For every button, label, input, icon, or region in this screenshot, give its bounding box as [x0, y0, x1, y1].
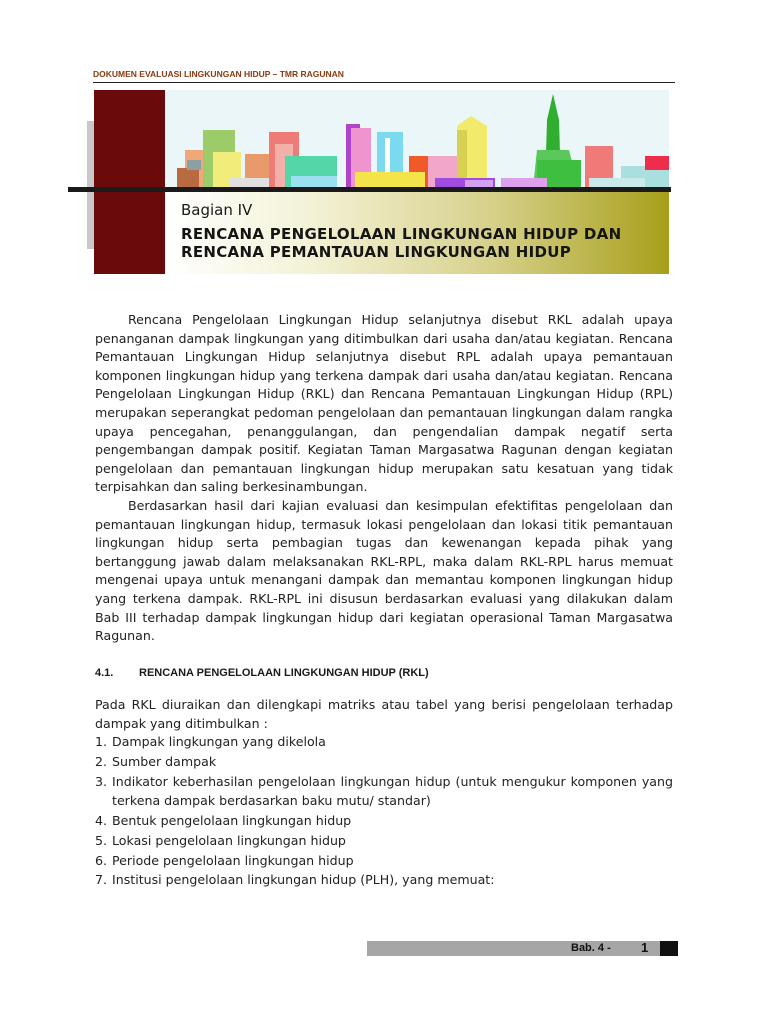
list-item: [95, 753, 673, 772]
section-intro: Pada RKL diuraikan dan dilengkapi matriks atau tabel yang berisi pengelolaan terhadap dampak yang ditimbulkan :: [95, 697, 673, 731]
list-item: [95, 852, 673, 871]
page-number: 1: [641, 940, 649, 955]
list-item-number: 2.: [95, 754, 108, 770]
main-content: [95, 311, 673, 891]
list-item-number: 6.: [95, 852, 108, 868]
list-item-text: Bentuk pengelolaan lingkungan hidup: [112, 812, 352, 828]
list-item-text: Indikator keberhasilan pengelolaan lingkungan hidup (untuk mengukur komponen yang terkena dampak berdasarkan baku mutu/ standar): [112, 774, 673, 808]
list-item: [95, 832, 673, 851]
list-item-text: Sumber dampak: [112, 754, 217, 770]
running-header: DOKUMEN EVALUASI LINGKUNGAN HIDUP – TMR RAGUNAN: [93, 69, 675, 83]
chapter-title: RENCANA PENGELOLAAN LINGKUNGAN HIDUP DAN RENCANA PEMANTAUAN LINGKUNGAN HIDUP: [181, 225, 622, 261]
requirements-list: [95, 733, 673, 890]
list-item-number: 1.: [95, 734, 108, 750]
list-item-text: Lokasi pengelolaan lingkungan hidup: [112, 832, 346, 848]
paragraph: Rencana Pengelolaan Lingkungan Hidup selanjutnya disebut RKL adalah upaya penanganan dampak lingkungan yang ditimbulkan dari usaha dan/atau kegiatan. Rencana Pemantauan Lingkungan Hidup selanjutnya disebut RPL adalah upaya pemantauan komponen lingkungan hidup yang terkena dampak dari usaha dan/atau kegiatan. Rencana Pengelolaan Lingkungan Hidup (RKL) dan Rencana Pemantauan Lingkungan Hidup (RPL) merupakan seperangkat pedoman pengelolaan dan pemantauan lingkungan dalam rangka upaya pencegahan, penanggulangan, dan pengendalian dampak negatif serta pengembangan dampak positif. Kegiatan Taman Margasatwa Ragunan dengan kegiatan pengelolaan dan pemantauan lingkungan hidup merupakan satu kesatuan yang tidak terpisahkan dan saling berkesinambungan.: [95, 312, 673, 495]
chapter-title-box: [165, 192, 669, 274]
list-item-number: 5.: [95, 832, 108, 848]
part-label: Bagian IV: [181, 201, 253, 219]
list-item: [95, 733, 673, 752]
chapter-label: Bab. 4 -: [571, 942, 611, 954]
list-item-text: Institusi pengelolaan lingkungan hidup (PLH), yang memuat:: [112, 872, 495, 888]
list-item-text: Dampak lingkungan yang dikelola: [112, 734, 326, 750]
list-item-number: 3.: [95, 774, 108, 790]
page-footer: [367, 941, 678, 956]
list-item: [95, 812, 673, 831]
list-item-number: 7.: [95, 872, 108, 888]
list-item: [95, 871, 673, 890]
chapter-banner: [0, 90, 768, 274]
footer-end-block: [660, 941, 678, 956]
section-title: RENCANA PENGELOLAAN LINGKUNGAN HIDUP (RKL): [139, 666, 429, 679]
city-skyline-illustration: [165, 90, 669, 188]
list-item: [95, 773, 673, 810]
list-item-number: 4.: [95, 812, 108, 828]
footer-bar: [367, 941, 660, 956]
section-number: 4.1.: [95, 666, 114, 679]
banner-maroon-block: [94, 90, 165, 274]
paragraph: Berdasarkan hasil dari kajian evaluasi dan kesimpulan efektifitas pengelolaan dan pemantauan lingkungan hidup, termasuk lokasi pengelolaan dan lokasi titik pemantauan lingkungan hidup serta pembagian tugas dan kewenangan kepada pihak yang bertanggung jawab dalam melaksanakan RKL-RPL, maka dalam RKL-RPL harus memuat mengenai upaya untuk menangani dampak dan memantau komponen lingkungan hidup yang terkena dampak. RKL-RPL ini disusun berdasarkan evaluasi yang dilakukan dalam Bab III terhadap dampak lingkungan hidup dari kegiatan operasional Taman Margasatwa Ragunan.: [95, 497, 673, 644]
section-heading: [95, 664, 673, 683]
list-item-text: Periode pengelolaan lingkungan hidup: [112, 852, 354, 868]
